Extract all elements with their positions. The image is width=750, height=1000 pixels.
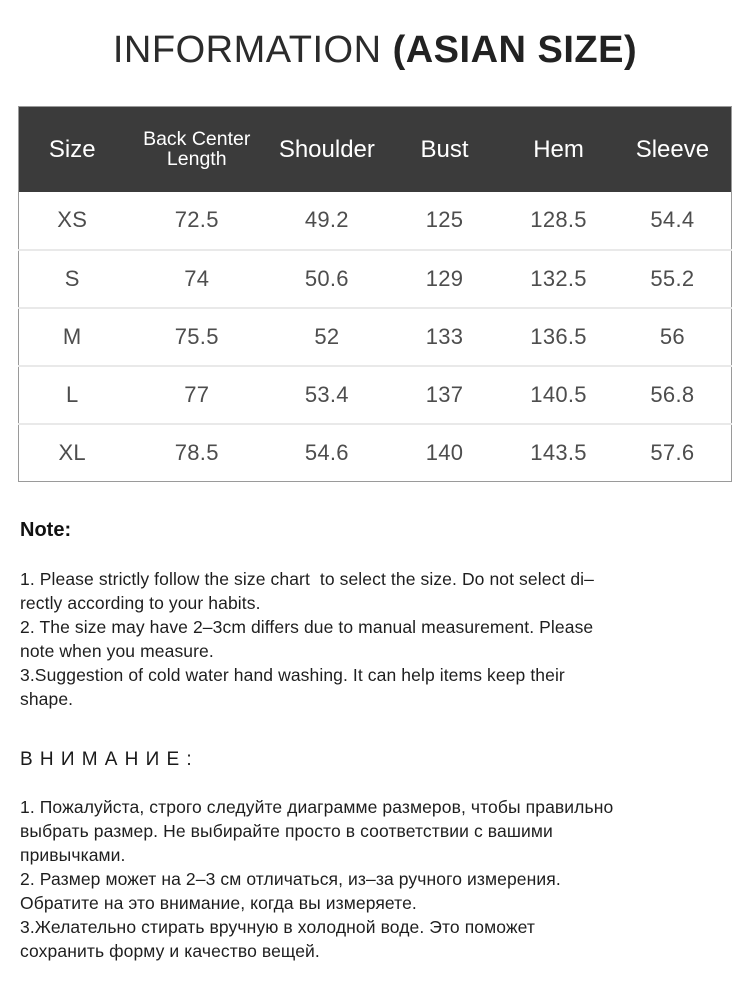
text-line: выбрать размер. Не выбирайте просто в соответствии с вашими — [20, 821, 553, 841]
text-line: привычками. — [20, 845, 126, 865]
measurement-cell: 136.5 — [503, 308, 614, 366]
measurement-cell: 56 — [614, 308, 732, 366]
measurement-cell: 77 — [125, 366, 268, 424]
text-line: 1. Please strictly follow the size chart to select the size. Do not select di– — [20, 569, 594, 589]
column-header-size: Size — [48, 135, 96, 163]
note-heading: Note: — [20, 519, 72, 541]
page-title-bold: (ASIAN SIZE) — [392, 29, 638, 71]
table-row-size-l — [19, 366, 732, 424]
note-text-block — [20, 567, 730, 711]
attention-text-block — [20, 795, 730, 963]
measurement-cell: 125 — [425, 207, 464, 232]
measurement-cell: 49.2 — [304, 207, 349, 232]
measurement-cell: 55.2 — [614, 250, 732, 308]
measurement-cell: 50.6 — [268, 250, 386, 308]
table-row-size-m — [19, 308, 732, 366]
measurement-cell: 75.5 — [125, 308, 268, 366]
text-line: 1. Пожалуйста, строго следуйте диаграмме размеров, чтобы правильно — [20, 797, 614, 817]
text-line: shape. — [20, 689, 74, 709]
measurement-cell: 129 — [386, 250, 504, 308]
measurement-cell: 54.4 — [650, 207, 695, 232]
page-title-light: INFORMATION — [112, 29, 393, 71]
page-title — [18, 0, 732, 74]
size-table-body — [19, 192, 732, 482]
text-line: note when you measure. — [20, 641, 214, 661]
size-label-cell: XS — [57, 207, 88, 232]
text-line: rectly according to your habits. — [20, 593, 261, 613]
text-line: 2. Размер может на 2–3 см отличаться, из–за ручного измерения. — [20, 869, 561, 889]
text-line: 3.Желательно стирать вручную в холодной воде. Это поможет — [20, 917, 536, 937]
measurement-cell: 143.5 — [503, 424, 614, 482]
size-table — [18, 106, 732, 482]
size-label-cell: L — [19, 366, 126, 424]
size-label-cell: S — [19, 250, 126, 308]
measurement-cell: 74 — [125, 250, 268, 308]
column-header-bust: Bust — [420, 135, 469, 163]
measurement-cell: 140 — [386, 424, 504, 482]
measurement-cell: 128.5 — [530, 207, 587, 232]
text-line: сохранить форму и качество вещей. — [20, 941, 320, 961]
size-label-cell: XL — [19, 424, 126, 482]
table-row-size-xs — [19, 192, 732, 250]
column-header-hem: Hem — [533, 135, 584, 163]
measurement-cell: 78.5 — [125, 424, 268, 482]
size-table-header — [19, 107, 732, 192]
measurement-cell: 137 — [386, 366, 504, 424]
header-row — [19, 107, 732, 192]
measurement-cell: 133 — [386, 308, 504, 366]
measurement-cell: 54.6 — [268, 424, 386, 482]
text-line: 3.Suggestion of cold water hand washing. It can help items keep their — [20, 665, 565, 685]
column-header-shoulder: Shoulder — [278, 135, 375, 163]
column-header-sleeve: Sleeve — [635, 135, 710, 163]
measurement-cell: 56.8 — [614, 366, 732, 424]
measurement-cell: 57.6 — [614, 424, 732, 482]
measurement-cell: 140.5 — [503, 366, 614, 424]
text-line: Обратите на это внимание, когда вы измеряете. — [20, 893, 417, 913]
notes-section — [18, 519, 732, 963]
text-line: 2. The size may have 2–3cm differs due to manual measurement. Please — [20, 617, 594, 637]
table-row-size-xl — [19, 424, 732, 482]
measurement-cell: 53.4 — [268, 366, 386, 424]
measurement-cell: 72.5 — [174, 207, 219, 232]
size-label-cell: M — [19, 308, 126, 366]
measurement-cell: 132.5 — [503, 250, 614, 308]
attention-heading: ВНИМАНИЕ: — [20, 749, 199, 770]
measurement-cell: 52 — [268, 308, 386, 366]
table-row-size-s — [19, 250, 732, 308]
column-header-back-center-length: Back Center Length — [143, 127, 251, 171]
